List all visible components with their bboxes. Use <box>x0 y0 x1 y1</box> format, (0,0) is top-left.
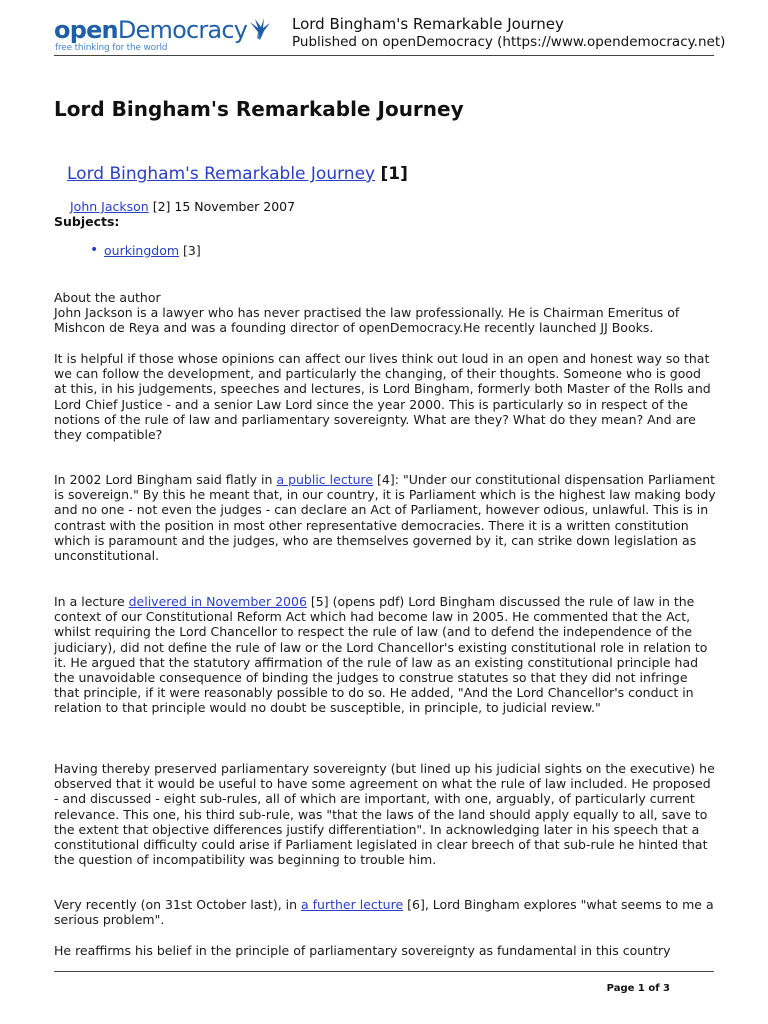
text-run: In a lecture <box>54 594 129 609</box>
subjects-label: Subjects: <box>54 214 120 229</box>
text-run: [4]: "Under our constitutional dispensation Parliament is sovereign." By this he meant that, in our country, it is Parliament which is the highest law making body and no one - not even the judges - can declare an Act of Parliament, however odious, unlawful. This is in contrast with the position in most other representative democracies. There it is a written constitution which is paramount and the judges, who are themselves governed by it, can strike down legislation as unconstitutional. <box>54 472 716 564</box>
paragraph-2 <box>54 472 716 563</box>
paragraph-text: He reaffirms his belief in the principle of parliamentary sovereignty as fundamental in this country <box>54 943 671 958</box>
subject-ref: [3] <box>183 243 201 258</box>
opendemocracy-logo[interactable] <box>54 16 284 56</box>
paragraph-1 <box>54 351 716 442</box>
november-2006-lecture-link[interactable]: delivered in November 2006 <box>128 594 307 609</box>
author-link[interactable]: John Jackson <box>70 199 149 214</box>
paragraph-6 <box>54 943 716 958</box>
header-divider <box>54 55 714 56</box>
byline <box>70 199 295 214</box>
paragraph-3 <box>54 594 716 716</box>
logo-tagline: free thinking for the world <box>55 43 168 53</box>
logo-democracy-text: Democracy <box>117 16 248 44</box>
paragraph-text <box>54 594 716 716</box>
paragraph-text: It is helpful if those whose opinions can affect our lives think out loud in an open and honest way so that we can follow the development, and particularly the changing, of their thoughts. Someone who is good at this, in his judgements, speeches and lectures, is Lord Bingham, formerly both Master of the Rolls and Lord Chief Justice - and a senior Law Lord since the year 2000. This is particularly so in respect of the notions of the rule of law and parliamentary sovereignty. What are they? What do they mean? And are they compatible? <box>54 351 711 443</box>
header-published: Published on openDemocracy (https://www.opendemocracy.net) <box>292 34 726 50</box>
logo-open-text: open <box>54 16 118 44</box>
publish-date: 15 November 2007 <box>174 199 296 214</box>
page-header <box>54 12 726 54</box>
paragraph-text: Having thereby preserved parliamentary sovereignty (but lined up his judicial sights on the executive) he observed that it would be useful to have some agreement on what the rule of law included. He proposed - and discussed - eight sub-rules, all of which are important, with one, arguably, of particularly current relevance. This one, his third sub-rule, was "that the laws of the land should apply equally to all, save to the extent that objective differences justify differentiation". In acknowledging later in his speech that a constitutional difficulty could arise if Parliament legislated in clear breech of that sub-rule he hinted that the question of incompatibility was beginning to trouble him. <box>54 761 715 868</box>
about-text: John Jackson is a lawyer who has never practised the law professionally. He is Chairman Emeritus of Mishcon de Reya and was a founding director of openDemocracy.He recently launched JJ Books. <box>54 305 680 336</box>
page-number: Page 1 of 3 <box>606 983 670 994</box>
article-heading <box>67 164 408 184</box>
list-item <box>90 243 201 258</box>
subject-link[interactable]: ourkingdom <box>104 243 180 258</box>
public-lecture-link[interactable]: a public lecture <box>276 472 374 487</box>
page-title: Lord Bingham's Remarkable Journey <box>54 97 464 121</box>
about-section <box>54 290 716 336</box>
paragraph-4 <box>54 761 716 867</box>
paragraph-text <box>54 472 716 563</box>
text-run: In 2002 Lord Bingham said flatly in <box>54 472 277 487</box>
bird-icon <box>247 16 273 42</box>
footer-divider <box>54 971 714 972</box>
text-run: [5] (opens pdf) Lord Bingham discussed the rule of law in the context of our Constitutional Reform Act which had become law in 2005. He commented that the Act, whilst requiring the Lord Chancellor to respect the rule of law (and to defend the independence of the judiciary), did not define the rule of law or the Lord Chancellor's existing constitutional role in relation to it. He argued that the statutory affirmation of the rule of law as an existing constitutional principle had the unavoidable consequence of binding the judges to construe statutes so that they did not infringe that principle, if it were reasonably possible to do so. He added, "And the Lord Chancellor's conduct in relation to that principle would no doubt be susceptible, in principle, to judicial review." <box>54 594 708 716</box>
text-run: [6], Lord Bingham explores "what seems to me a serious problem". <box>54 897 714 928</box>
article-ref: [1] <box>380 164 408 184</box>
paragraph-5 <box>54 897 716 927</box>
article-title-link[interactable]: Lord Bingham's Remarkable Journey <box>67 164 376 184</box>
further-lecture-link[interactable]: a further lecture <box>301 897 404 912</box>
logo-wordmark <box>54 16 247 44</box>
subject-list <box>90 243 201 258</box>
text-run: Very recently (on 31st October last), in <box>54 897 302 912</box>
header-title: Lord Bingham's Remarkable Journey <box>292 15 564 33</box>
paragraph-text <box>54 897 716 927</box>
author-ref: [2] <box>152 199 171 214</box>
about-heading: About the author <box>54 290 161 305</box>
